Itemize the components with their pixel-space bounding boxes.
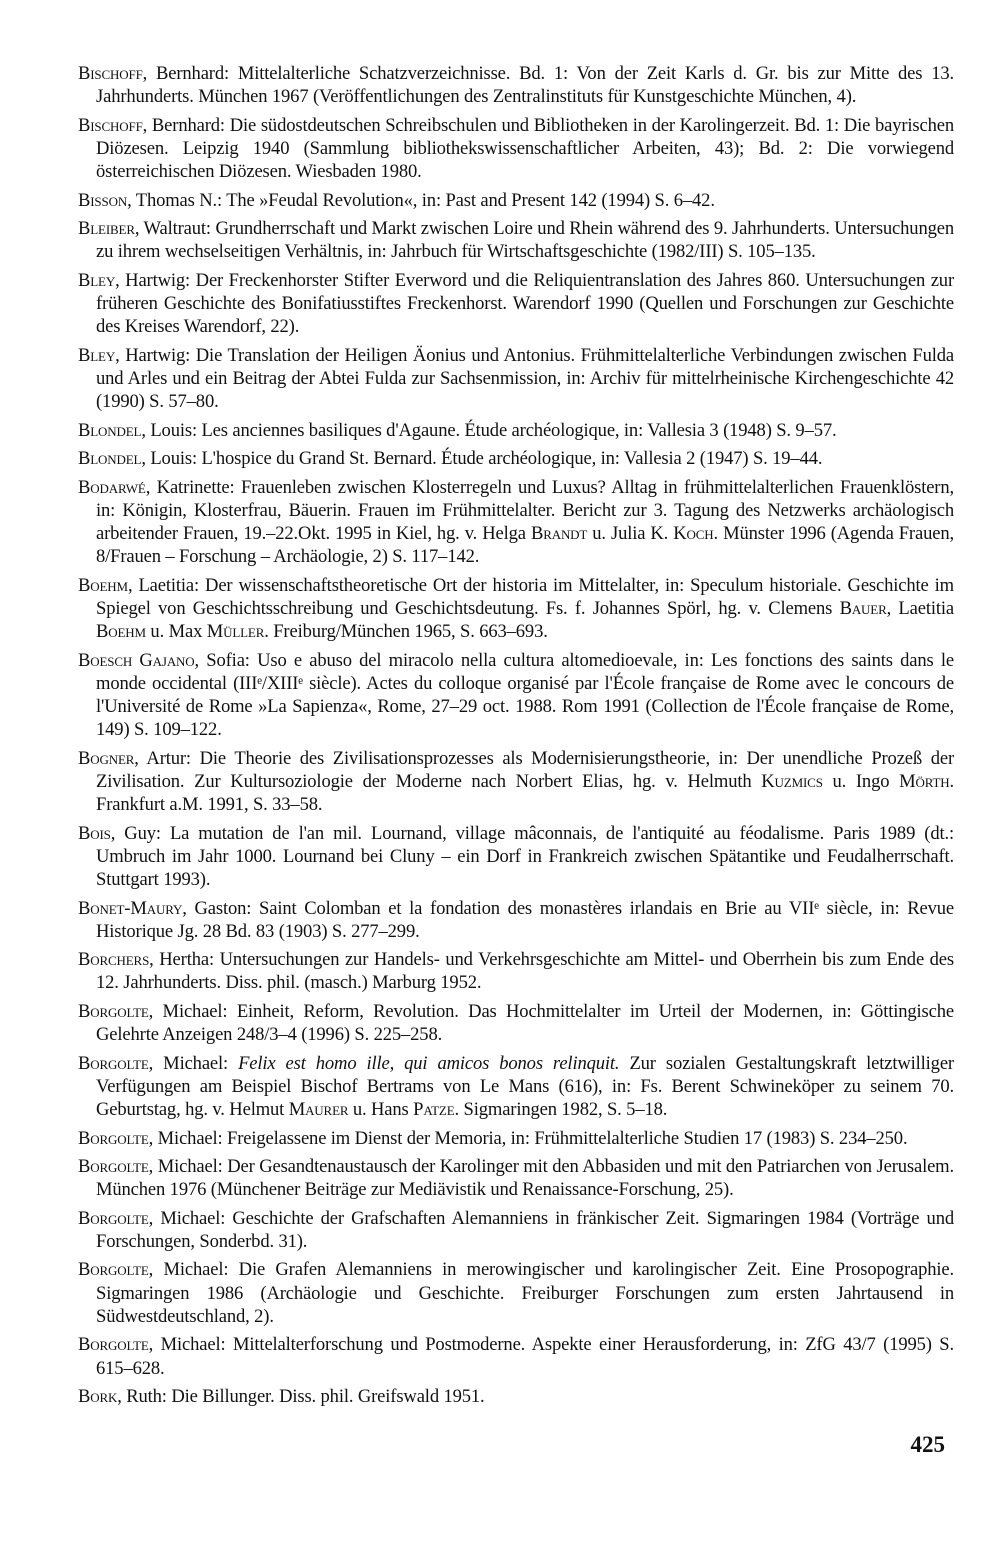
author-name: Borgolte: [78, 1259, 149, 1281]
entry-text: , Michael:: [148, 1052, 239, 1074]
author-name: Bley: [78, 344, 116, 366]
page-number: 425: [910, 1432, 945, 1457]
editor-name: Kuzmics: [761, 770, 823, 792]
author-name: Boehm: [78, 574, 128, 596]
bibliography-entry: [78, 1207, 954, 1253]
editor-name: Mörth: [899, 770, 950, 792]
bibliography-entry: [78, 269, 954, 339]
bibliography-entry: [78, 1127, 954, 1150]
author-name: Borgolte: [78, 1052, 149, 1074]
entry-text: u. Max: [145, 621, 207, 643]
entry-text: u. Julia K.: [587, 523, 674, 545]
entry-text: , Bernhard: Die südostdeutschen Schreibschulen und Bibliotheken in der Karolingerzeit. Bd. 1: Die bayrischen Diözesen. Leipzig 1940 (Sammlung bibliothekswissenschaftlicher Arbeiten, 43); Bd. 2: Die vorwiegend österreichischen Diözesen. Wiesbaden 1980.: [96, 114, 954, 183]
entry-text: , Gaston: Saint Colomban et la fondation des monastères irlandais en Brie au VIIᵉ siècle, in: Revue Historique Jg. 28 Bd. 83 (1903) S. 277–299.: [96, 897, 954, 942]
entry-text: u. Hans: [348, 1099, 414, 1121]
author-name: Bley: [78, 269, 116, 291]
bibliography-entry: [78, 1333, 954, 1379]
entry-text: , Sofia: Uso e abuso del miracolo nella cultura altomedioevale, in: Les fonctions des saints dans le monde occidental (IIIᵉ/XIIIᵉ siècle). Actes du colloque organisé par l'École française de Rome avec le concours de l'Université de Rome »La Sapienza«, Rome, 27–29 oct. 1988. Rom 1991 (Collection de l'École française de Rome, 149) S. 109–122.: [96, 649, 954, 741]
bibliography-entry: [78, 574, 954, 644]
italic-title: Felix est homo ille, qui amicos bonos relinquit.: [238, 1052, 620, 1074]
author-name: Bisson: [78, 189, 128, 211]
author-name: Bogner: [78, 747, 135, 769]
editor-name: Bauer: [839, 597, 887, 619]
bibliography-entry: [78, 1155, 954, 1201]
entry-text: . Freiburg/München 1965, S. 663–693.: [264, 621, 548, 643]
editor-name: Müller: [206, 621, 265, 643]
entry-text: , Bernhard: Mittelalterliche Schatzverzeichnisse. Bd. 1: Von der Zeit Karls d. Gr. bis zur Mitte des 13. Jahrhunderts. München 1967 (Veröffentlichungen des Zentralinstituts für Kunstgeschichte München, 4).: [96, 63, 954, 108]
editor-name: Patze: [413, 1099, 455, 1121]
entry-text: Zur sozialen Gestaltungskraft letztwilliger Verfügungen am Beispiel Bischof Bertrams von Le Mans (616), in: Fs. Berent Schwineköper zu seinem 70. Geburtstag, hg. v. Helmut: [96, 1052, 954, 1121]
author-name: Bleiber: [78, 218, 135, 240]
entry-text: , Hertha: Untersuchungen zur Handels- und Verkehrsgeschichte am Mittel- und Oberrhein bis zum Ende des 12. Jahrhunderts. Diss. phil. (masch.) Marburg 1952.: [96, 949, 954, 994]
bibliography-entry: [78, 1385, 954, 1408]
editor-name: Koch: [673, 523, 714, 545]
editor-name: Brandt: [530, 523, 588, 545]
bibliography-entry: [78, 344, 954, 414]
bibliography-entry: [78, 822, 954, 892]
entry-text: , Thomas N.: The »Feudal Revolution«, in: Past and Present 142 (1994) S. 6–42.: [127, 189, 715, 211]
author-name: Bork: [78, 1386, 118, 1408]
bibliography-entry: [78, 747, 954, 817]
author-name: Borgolte: [78, 1334, 149, 1356]
entry-text: , Guy: La mutation de l'an mil. Lournand, village mâconnais, de l'antiquité au féodalisme. Paris 1989 (dt.: Umbruch im Jahr 1000. Lournand bei Cluny – ein Dorf in Frankreich zwischen Spätantike und Feudalherrschaft. Stuttgart 1993).: [96, 822, 954, 891]
entry-text: , Laetitia: Der wissenschaftstheoretische Ort der historia im Mittelalter, in: Speculum historiale. Geschichte im Spiegel von Geschichtsschreibung und Geschichtsdeutung. Fs. f. Johannes Spörl, hg. v. Clemens: [96, 574, 954, 619]
bibliography-entry: [78, 62, 954, 108]
bibliography-entry: [78, 114, 954, 184]
bibliography-entry: [78, 1000, 954, 1046]
bibliography-list: [78, 62, 954, 1414]
author-name: Boesch Gajano: [78, 649, 195, 671]
bibliography-entry: [78, 217, 954, 263]
bibliography-entry: [78, 189, 954, 212]
entry-text: , Katrinette: Frauenleben zwischen Klosterregeln und Luxus? Alltag in frühmittelalterlichen Frauenklöstern, in: Königin, Klosterfrau, Bäuerin. Frauen im Frühmittelalter. Bericht zur 3. Tagung des Netzwerks archäologisch arbeitender Frauen, 19.–22.Okt. 1995 in Kiel, hg. v. Helga: [96, 476, 954, 545]
entry-text: , Laetitia: [886, 597, 955, 619]
bibliography-entry: [78, 1052, 954, 1122]
author-name: Borgolte: [78, 1156, 149, 1178]
bibliography-entry: [78, 447, 954, 470]
author-name: Borchers: [78, 949, 150, 971]
author-name: Bois: [78, 822, 111, 844]
author-name: Bodarwé: [78, 476, 146, 498]
entry-text: , Michael: Mittelalterforschung und Postmoderne. Aspekte einer Herausforderung, in: ZfG 43/7 (1995) S. 615–628.: [96, 1334, 954, 1379]
entry-text: , Louis: L'hospice du Grand St. Bernard. Étude archéologique, in: Vallesia 2 (1947) S. 19–44.: [141, 448, 823, 470]
bibliography-entry: [78, 476, 954, 569]
bibliography-entry: [78, 1258, 954, 1328]
entry-text: , Michael: Die Grafen Alemanniens in merowingischer und karolingischer Zeit. Eine Prosopographie. Sigmaringen 1986 (Archäologie und Geschichte. Freiburger Forschungen zum ersten Jahrtausend in Südwestdeutschland, 2).: [96, 1259, 954, 1327]
entry-text: , Hartwig: Die Translation der Heiligen Äonius und Antonius. Frühmittelalterliche Verbindungen zwischen Fulda und Arles und ein Beitrag der Abtei Fulda zur Sachsenmission, in: Archiv für mittelrheinische Kirchengeschichte 42 (1990) S. 57–80.: [96, 344, 954, 413]
bibliography-entry: [78, 649, 954, 742]
author-name: Bischoff: [78, 114, 143, 136]
editor-name: Boehm: [96, 621, 146, 643]
bibliography-entry: [78, 897, 954, 943]
entry-text: u. Ingo: [822, 770, 900, 792]
author-name: Blondel: [78, 419, 142, 441]
author-name: Borgolte: [78, 1127, 149, 1149]
entry-text: , Louis: Les anciennes basiliques d'Agaune. Étude archéologique, in: Vallesia 3 (1948) S. 9–57.: [141, 419, 837, 441]
author-name: Blondel: [78, 448, 142, 470]
entry-text: . Sigmaringen 1982, S. 5–18.: [454, 1099, 668, 1121]
entry-text: , Artur: Die Theorie des Zivilisationsprozesses als Modernisierungstheorie, in: Der unendliche Prozeß der Zivilisation. Zur Kultursoziologie der Moderne nach Norbert Elias, hg. v. Helmuth: [96, 747, 954, 792]
bibliography-entry: [78, 948, 954, 994]
author-name: Borgolte: [78, 1207, 149, 1229]
entry-text: . Frankfurt a.M. 1991, S. 33–58.: [96, 770, 954, 816]
entry-text: , Waltraut: Grundherrschaft und Markt zwischen Loire und Rhein während des 9. Jahrhunderts. Untersuchungen zu ihrem wechselseitigen Verhältnis, in: Jahrbuch für Wirtschaftsgeschichte (1982/III) S. 105–135.: [96, 218, 954, 263]
editor-name: Maurer: [288, 1099, 349, 1121]
author-name: Bischoff: [78, 63, 143, 84]
entry-text: , Michael: Freigelassene im Dienst der Memoria, in: Frühmittelalterliche Studien 17 (1983) S. 234–250.: [148, 1127, 908, 1149]
entry-text: . Münster 1996 (Agenda Frauen, 8/Frauen – Forschung – Archäologie, 2) S. 117–142.: [96, 523, 954, 568]
entry-text: , Michael: Geschichte der Grafschaften Alemanniens in fränkischer Zeit. Sigmaringen 1984 (Vorträge und Forschungen, Sonderbd. 31).: [96, 1207, 954, 1252]
entry-text: , Michael: Einheit, Reform, Revolution. Das Hochmittelalter im Urteil der Modernen, in: Göttingische Gelehrte Anzeigen 248/3–4 (1996) S. 225–258.: [96, 1000, 954, 1046]
author-name: Borgolte: [78, 1000, 149, 1022]
bibliography-entry: [78, 419, 954, 442]
entry-text: , Ruth: Die Billunger. Diss. phil. Greifswald 1951.: [117, 1386, 485, 1408]
author-name: Bonet-Maury: [78, 897, 183, 919]
entry-text: , Michael: Der Gesandtenaustausch der Karolinger mit den Abbasiden und mit den Patriarchen von Jerusalem. München 1976 (Münchener Beiträge zur Mediävistik und Renaissance-Forschung, 25).: [96, 1156, 954, 1201]
entry-text: , Hartwig: Der Freckenhorster Stifter Everword und die Reliquientranslation des Jahres 860. Untersuchungen zur früheren Geschichte des Bonifatiusstiftes Freckenhorst. Warendorf 1990 (Quellen und Forschungen zur Geschichte des Kreises Warendorf, 22).: [96, 269, 954, 338]
